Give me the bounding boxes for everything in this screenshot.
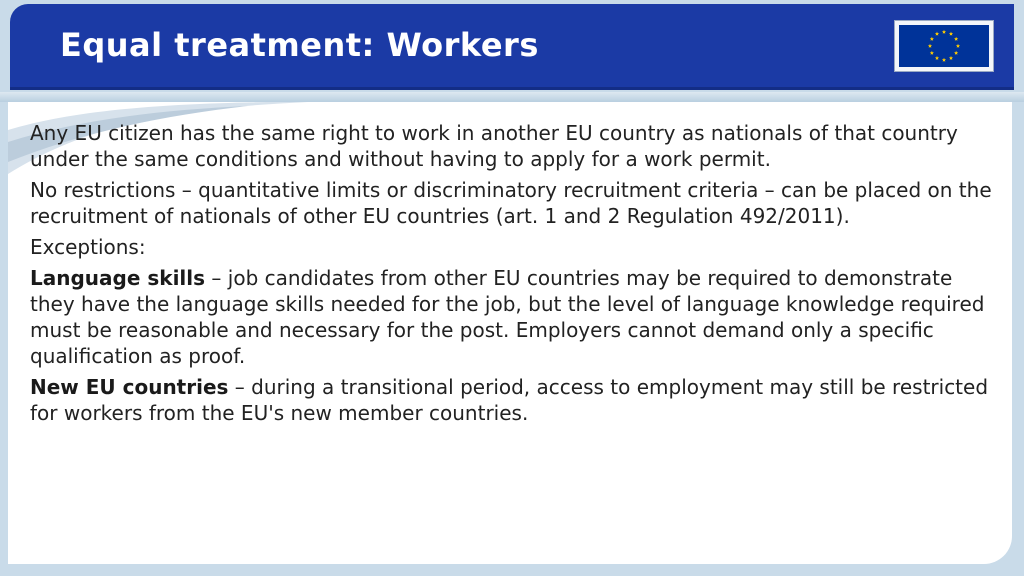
language-skills-text: – job candidates from other EU countries may be required to demonstrate they have the language skills needed for the job, but the level of language knowledge required must be reasonable and necessary for the post. Employers cannot demand only a specific qualification as proof. — [30, 266, 985, 368]
eu-flag-graphic — [899, 25, 989, 67]
new-eu-countries-heading: New EU countries — [30, 375, 229, 399]
paragraph-language-skills — [30, 265, 1000, 369]
header-divider — [0, 92, 1024, 102]
paragraph-eu-right: Any EU citizen has the same right to work in another EU country as nationals of that country under the same conditions and without having to apply for a work permit. — [30, 121, 958, 171]
new-eu-countries-text: – during a transitional period, access to employment may still be restricted for workers from the EU's new member countries. — [30, 375, 989, 425]
paragraph-no-restrictions: No restrictions – quantitative limits or discriminatory recruitment criteria – can be placed on the recruitment of nationals of other EU countries (art. 1 and 2 Regulation 492/2011). — [30, 178, 992, 228]
paragraph-exceptions: Exceptions: — [30, 235, 146, 259]
language-skills-heading: Language skills — [30, 266, 206, 290]
eu-flag-icon — [894, 20, 994, 72]
paragraph-new-eu-countries — [30, 374, 1000, 426]
body-text — [30, 120, 1000, 431]
slide-header — [10, 4, 1014, 90]
slide-title: Equal treatment: Workers — [60, 26, 539, 64]
slide-body — [8, 102, 1012, 564]
